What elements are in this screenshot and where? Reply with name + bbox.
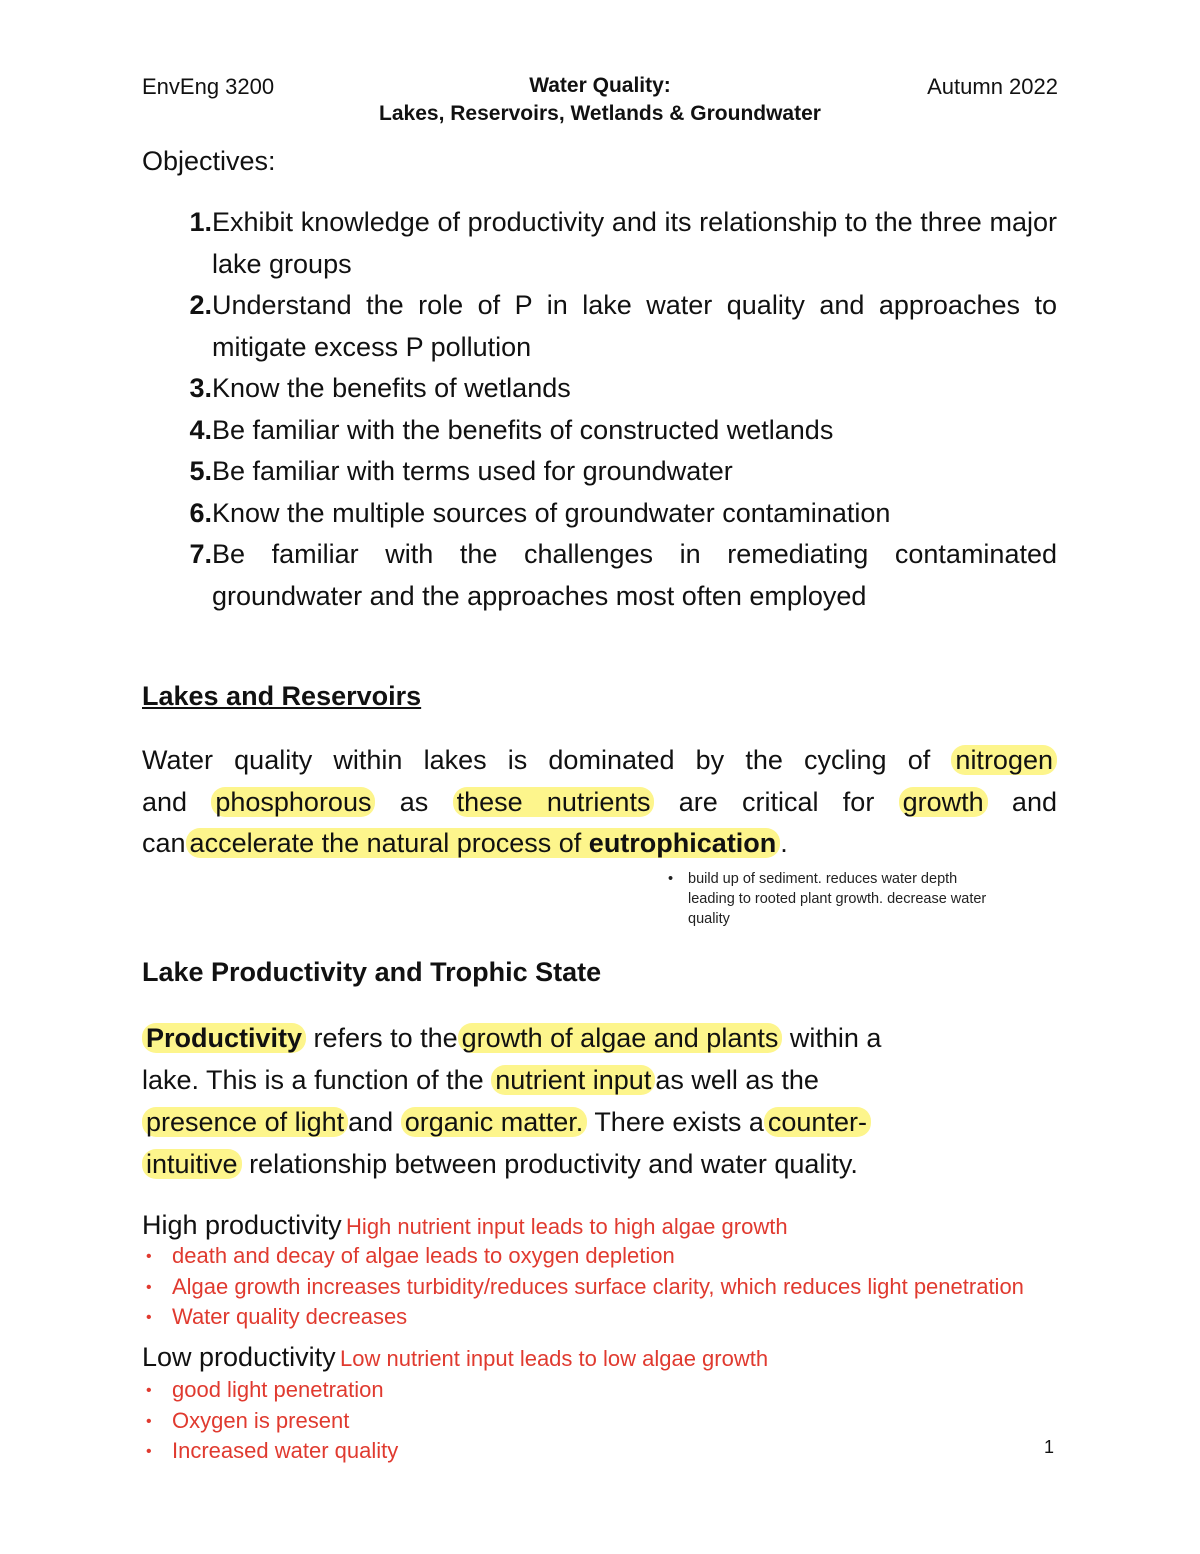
text-run: as well as the xyxy=(655,1065,819,1095)
highlight-growth-algae: growth of algae and plants xyxy=(458,1023,783,1053)
highlight-nutrient-input: nutrient input xyxy=(491,1065,655,1095)
objective-item xyxy=(142,410,1057,452)
bullet-dot: • xyxy=(146,1382,152,1399)
highlight-eutrophication xyxy=(186,828,781,858)
objective-text: Know the benefits of wetlands xyxy=(212,373,571,403)
lakes-line-1 xyxy=(142,740,1057,782)
lakes-line-2 xyxy=(142,782,1057,824)
bullet-dot: • xyxy=(146,1278,152,1296)
objective-number: 7. xyxy=(189,539,212,569)
document-title: Water Quality: xyxy=(529,74,671,97)
objective-text: Exhibit knowledge of productivity and its relationship to the three major lake groups xyxy=(212,207,1057,279)
text-run: are critical for xyxy=(678,786,875,817)
text-run: can xyxy=(142,828,186,858)
bullet-text: Water quality decreases xyxy=(172,1304,408,1329)
low-productivity-label: Low productivity xyxy=(142,1342,336,1372)
highlight-counter: counter- xyxy=(764,1107,871,1137)
text-run: and xyxy=(142,786,188,817)
objective-item xyxy=(142,534,1057,617)
list-item xyxy=(146,1302,1024,1333)
text-run: refers to the xyxy=(313,1023,458,1053)
text-run: and xyxy=(348,1107,394,1137)
handwritten-note xyxy=(668,869,988,929)
bullet-dot: • xyxy=(146,1309,152,1326)
highlight-growth: growth xyxy=(899,787,988,817)
highlight-presence-of-light: presence of light xyxy=(142,1107,348,1137)
bullet-dot: • xyxy=(146,1248,152,1265)
objective-item xyxy=(142,368,1057,410)
objective-text: Be familiar with the challenges in remediating contaminated groundwater and the approaches most often employed xyxy=(212,539,1057,611)
objective-number: 2. xyxy=(189,290,212,320)
objectives-list xyxy=(142,202,1057,617)
high-productivity-bullets xyxy=(146,1241,1024,1333)
text-run: relationship between productivity and water quality. xyxy=(249,1149,858,1179)
text-run: There exists a xyxy=(594,1107,764,1137)
objective-number: 1. xyxy=(189,207,212,237)
text-run: as xyxy=(399,786,429,817)
low-productivity-row xyxy=(142,1342,768,1373)
list-item xyxy=(146,1406,398,1437)
lakes-line-3 xyxy=(142,823,1057,865)
objective-text: Be familiar with the benefits of constructed wetlands xyxy=(212,414,834,445)
bullet-text: death and decay of algae leads to oxygen depletion xyxy=(172,1243,675,1268)
productivity-paragraph xyxy=(142,1017,1022,1185)
bullet-dot: • xyxy=(146,1412,152,1430)
highlight-nutrients: these nutrients xyxy=(453,787,655,817)
note-bullet: • xyxy=(668,871,674,887)
document-subtitle: Lakes, Reservoirs, Wetlands & Groundwater xyxy=(379,102,821,125)
productivity-line-1 xyxy=(142,1017,1022,1059)
term-eutrophication: eutrophication xyxy=(588,828,777,858)
objective-item xyxy=(142,493,1057,535)
text-run: . xyxy=(780,828,788,858)
high-productivity-row xyxy=(142,1210,788,1241)
objective-item xyxy=(142,451,1057,493)
list-item xyxy=(146,1436,398,1467)
lakes-paragraph xyxy=(142,740,1057,865)
productivity-line-4 xyxy=(142,1143,1022,1185)
high-productivity-note: High nutrient input leads to high algae growth xyxy=(346,1214,788,1239)
objective-number: 6. xyxy=(189,497,212,528)
productivity-heading: Lake Productivity and Trophic State xyxy=(142,957,602,987)
list-item xyxy=(146,1375,398,1406)
highlight-phosphorous: phosphorous xyxy=(211,787,375,817)
bullet-text: good light penetration xyxy=(172,1377,384,1402)
list-item xyxy=(146,1241,1024,1272)
objective-text: Know the multiple sources of groundwater contamination xyxy=(212,497,891,528)
bullet-text: Increased water quality xyxy=(172,1438,399,1463)
text-run: lake. This is a function of the xyxy=(142,1065,484,1095)
objectives-label: Objectives: xyxy=(142,146,276,176)
page-number: 1 xyxy=(1044,1437,1055,1457)
bullet-text: Algae growth increases turbidity/reduces surface clarity, which reduces light penetration xyxy=(172,1273,1024,1299)
objective-item xyxy=(142,202,1057,285)
highlight-nitrogen: nitrogen xyxy=(951,745,1057,775)
objective-number: 4. xyxy=(189,414,212,445)
term-label: Autumn 2022 xyxy=(927,74,1058,99)
objective-number: 5. xyxy=(189,456,212,486)
objective-item xyxy=(142,285,1057,368)
objective-text: Be familiar with terms used for groundwater xyxy=(212,456,733,486)
bullet-dot: • xyxy=(146,1443,152,1460)
list-item xyxy=(146,1272,1024,1303)
bullet-text: Oxygen is present xyxy=(172,1407,350,1433)
low-productivity-note: Low nutrient input leads to low algae growth xyxy=(340,1346,769,1371)
text-run: within a xyxy=(789,1023,882,1053)
objective-text: Understand the role of P in lake water quality and approaches to mitigate excess P pollution xyxy=(212,290,1057,362)
note-text: build up of sediment. reduces water depth leading to rooted plant growth. decrease water quality xyxy=(688,871,987,927)
productivity-line-3 xyxy=(142,1101,1022,1143)
productivity-line-2 xyxy=(142,1059,1022,1101)
text-run: Water quality within lakes is dominated by the cycling of xyxy=(142,745,931,775)
high-productivity-label: High productivity xyxy=(142,1210,342,1240)
low-productivity-bullets xyxy=(146,1375,398,1467)
text-run: and xyxy=(1011,786,1057,817)
lakes-heading: Lakes and Reservoirs xyxy=(142,681,422,711)
highlight-productivity: Productivity xyxy=(142,1023,306,1053)
objective-number: 3. xyxy=(189,373,212,403)
text-run: accelerate the natural process of xyxy=(189,828,582,858)
highlight-intuitive: intuitive xyxy=(142,1149,242,1179)
course-code: EnvEng 3200 xyxy=(142,74,275,99)
highlight-organic-matter: organic matter. xyxy=(401,1107,588,1137)
